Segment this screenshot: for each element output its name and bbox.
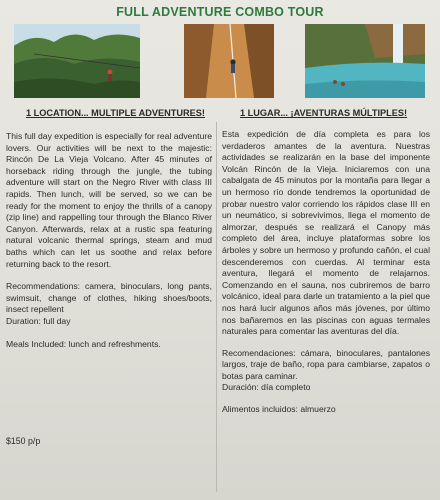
spanish-description: Esta expedición de día completa es para los verdaderos amantes de la aventura. Nuestras actividades se realizarán en la base del imponente Volcán Rincón de la Vieja. Iniciaremos con una cabalgata de 45 minutos por la montaña para llegar a un hermoso río donde tendremos la oportunidad de probar nuestro valor corriendo los rápidos clase III en un neumático, si sobrevivimos, llega el momento de almorzar, después se realizará el Canopy más completo del área, incluye plataformas sobre los árboles y sobre un hermoso y profundo cañón, el cual descenderemos con cuerdas. Al terminar esta aventura, llegará el momento de relajarnos. Comenzando en el sauna, nos cubriremos de barro volcánico, ideal para darle un tratamiento a la piel que nos hará lucir algunos años más jóvenes, por último nos bañaremos en las piscinas con aguas termales naturales para comentar las aventuras del día. (222, 129, 430, 337)
english-meals: Meals Included: lunch and refreshments. (6, 338, 161, 349)
tour-price: $150 p/p (6, 436, 41, 446)
spanish-recommendations: Recomendaciones: cámara, binoculares, pantalones largos, traje de baño, ropa para cambiarse, zapatos o botas para caminar. (222, 347, 430, 381)
spanish-duration: Duración: día completo (222, 382, 311, 393)
column-divider (216, 122, 217, 492)
english-recommendations: Recommendations: camera, binoculars, long pants, swimsuit, change of clothes, hiking shoes/boots, insect repellent (6, 281, 212, 315)
spanish-heading: 1 LUGAR... ¡AVENTURAS MÚLTIPLES! (240, 108, 408, 118)
zipline-photo (14, 24, 140, 98)
page-title: FULL ADVENTURE COMBO TOUR (116, 5, 324, 19)
english-heading: 1 LOCATION... MULTIPLE ADVENTURES! (26, 108, 205, 118)
english-duration: Duration: full day (6, 315, 71, 326)
rappelling-photo (184, 24, 274, 98)
waterfall-pool-photo (305, 24, 425, 98)
spanish-column (222, 129, 430, 416)
spanish-meals: Alimentos incluidos: almuerzo (222, 404, 336, 415)
english-description: This full day expedition is especially for real adventure lovers. Our activities will be next to the majestic: Rincón De La Vieja Volcano. After 45 minutes of horseback riding through the jungle, the tubing adventure will start on the Negro River with class III rapids. Then lunch, will be served, so we can be ready for the moment to enjoy the thrills of a canopy (zip line) and rappelling tour through the Blanco River Canyon. Afterwards, relax at a rustic spa featuring natural volcanic thermal springs, steam and mud baths which can let us soothe and relax before returning back to the resort. (6, 131, 212, 269)
english-column (6, 131, 212, 350)
